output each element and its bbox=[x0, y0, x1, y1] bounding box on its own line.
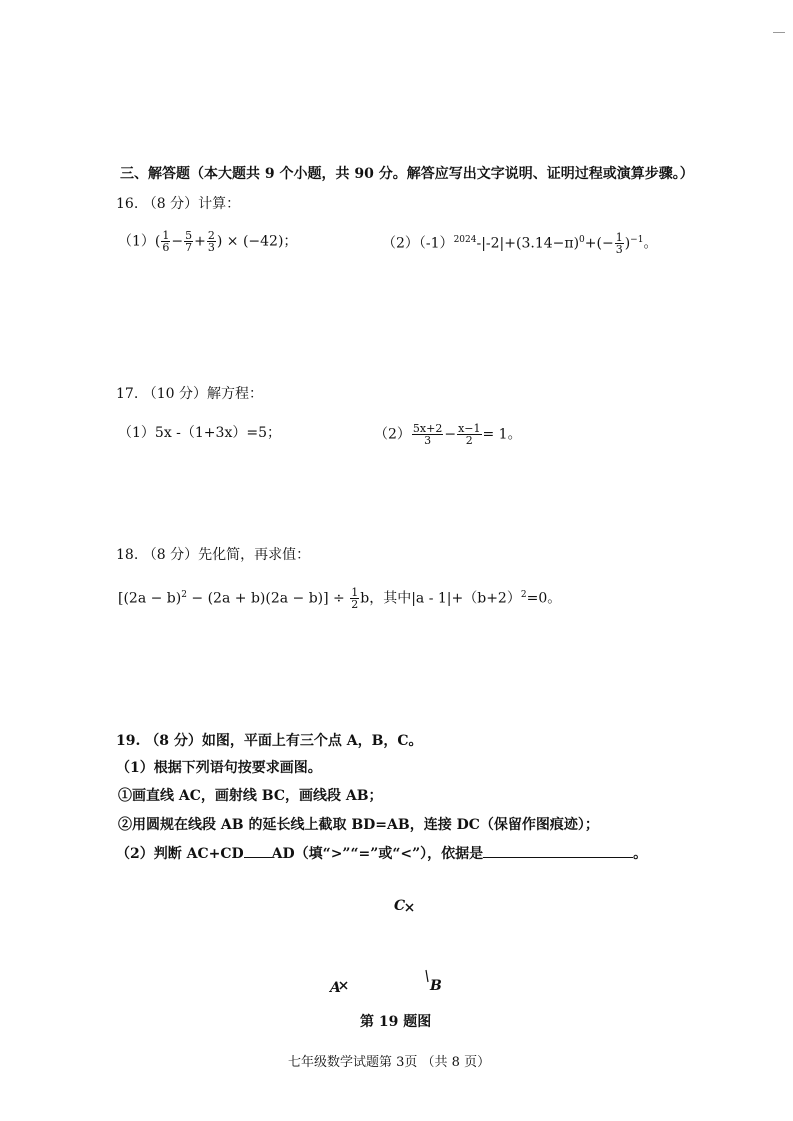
q17-p2-tail: = 1。 bbox=[482, 426, 522, 443]
q17-op: − bbox=[444, 426, 457, 443]
frac-num: 1 bbox=[162, 229, 170, 242]
q17-part2 bbox=[374, 423, 522, 446]
q18-expr-part1: [(2a − b) bbox=[118, 590, 182, 607]
q19-line4-pre: （2）判断 AC+CD bbox=[116, 846, 244, 862]
q16-p2-part2: -|-2|+(3.14−π) bbox=[476, 235, 580, 252]
corner-mark bbox=[773, 32, 785, 33]
q16-frac-3 bbox=[207, 230, 216, 253]
q16-p2-exp3: −1 bbox=[630, 235, 644, 245]
q19-header: 19. （8 分）如图，平面上有三个点 A，B，C。 bbox=[116, 733, 423, 749]
q18-expr-part2: − (2a + b)(2a − b)] ÷ bbox=[186, 590, 350, 607]
point-a-mark bbox=[340, 982, 347, 989]
q19-line2: ①画直线 AC，画射线 BC，画线段 AB； bbox=[118, 788, 383, 804]
frac-num: x−1 bbox=[458, 422, 481, 435]
q19-line1: （1）根据下列语句按要求画图。 bbox=[116, 760, 322, 776]
q16-op1: − bbox=[171, 233, 184, 250]
q16-p2-exp1: 2024 bbox=[453, 235, 477, 245]
q17-frac-1 bbox=[412, 423, 443, 446]
frac-num: 5 bbox=[185, 229, 193, 242]
page-footer: 七年级数学试题第 3页 （共 8 页） bbox=[288, 1055, 491, 1070]
q17-p1-label: （1） bbox=[118, 425, 155, 441]
q17-part1 bbox=[118, 423, 281, 443]
q18-exp1: 2 bbox=[181, 590, 187, 600]
q16-p1-label: （1） bbox=[118, 233, 155, 250]
frac-den: 3 bbox=[424, 434, 432, 447]
q16-p2-part4: ) bbox=[624, 235, 631, 252]
frac-den: 2 bbox=[351, 598, 359, 612]
q16-p2-end: 。 bbox=[643, 235, 658, 252]
frac-den: 7 bbox=[185, 241, 193, 254]
q16-p1-open: ( bbox=[154, 233, 161, 250]
answer-blank-reason[interactable] bbox=[483, 857, 633, 858]
q19-line3: ②用圆规在线段 AB 的延长线上截取 BD=AB，连接 DC（保留作图痕迹）； bbox=[118, 817, 599, 833]
q16-frac-1 bbox=[161, 230, 170, 253]
q17-header: 17. （10 分）解方程： bbox=[116, 386, 263, 402]
section-title: 三、解答题（本大题共 9 个小题，共 90 分。解答应写出文字说明、证明过程或演算步骤。） bbox=[120, 166, 694, 182]
q18-expr-part3: b，其中|a - 1|+（b+2） bbox=[360, 590, 521, 607]
frac-den: 6 bbox=[162, 241, 170, 254]
q16-part1 bbox=[118, 230, 297, 253]
q16-header: 16. （8 分）计算： bbox=[116, 196, 241, 212]
frac-den: 3 bbox=[615, 243, 623, 257]
q18-exp2: 2 bbox=[520, 590, 527, 600]
q17-frac-2 bbox=[457, 423, 481, 446]
frac-num: 1 bbox=[615, 231, 623, 245]
frac-num: 5x+2 bbox=[412, 422, 443, 435]
q18-frac bbox=[350, 587, 359, 610]
q16-frac-2 bbox=[184, 230, 193, 253]
q16-p1-tail: ) × (−42)； bbox=[216, 233, 298, 250]
q16-p2-exp2: 0 bbox=[579, 235, 585, 245]
frac-num: 2 bbox=[207, 229, 215, 242]
q18-expr-part4: =0。 bbox=[526, 590, 562, 607]
q17-p1-text: 5x -（1+3x）=5； bbox=[154, 425, 281, 441]
answer-blank-compare[interactable] bbox=[244, 857, 272, 858]
frac-num: 1 bbox=[351, 586, 359, 600]
figure-caption: 第 19 题图 bbox=[360, 1014, 432, 1030]
point-c-label: C bbox=[394, 898, 406, 914]
point-c-mark bbox=[406, 904, 413, 911]
q16-p2-label: （2） bbox=[382, 235, 419, 252]
q19-line4 bbox=[116, 844, 647, 864]
point-b-mark bbox=[426, 970, 428, 982]
q16-p2-part1: （-1） bbox=[418, 235, 454, 252]
q18-expression bbox=[118, 585, 561, 610]
q16-p2-part3: +(− bbox=[584, 235, 614, 252]
frac-den: 2 bbox=[465, 434, 473, 447]
q19-line4-end: 。 bbox=[633, 846, 648, 862]
point-b-label: B bbox=[430, 978, 442, 994]
q18-header: 18. （8 分）先化简，再求值： bbox=[116, 547, 311, 563]
q16-part2 bbox=[382, 230, 657, 255]
point-a-label: A bbox=[330, 980, 341, 996]
frac-den: 3 bbox=[207, 241, 215, 254]
q16-op2: + bbox=[194, 233, 206, 250]
q16-frac-4 bbox=[615, 232, 624, 255]
q19-line4-mid: AD（填“>”“=”或“<”），依据是 bbox=[271, 846, 484, 862]
q17-p2-label: （2） bbox=[374, 426, 411, 443]
